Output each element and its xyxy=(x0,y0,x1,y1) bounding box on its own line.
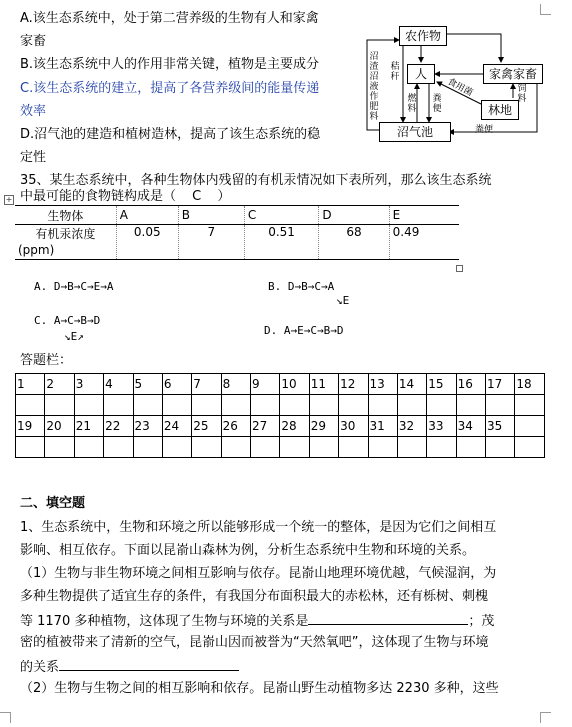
q35-prefix: 中最可能的食物链构成是（ xyxy=(20,189,177,204)
answer-number-cell: 17 xyxy=(486,374,515,395)
answer-number-cell xyxy=(515,416,545,437)
answer-number-cell: 4 xyxy=(104,374,133,395)
para2-line5 xyxy=(20,657,239,677)
answer-blank-cell[interactable] xyxy=(486,395,515,416)
answer-blank-cell[interactable] xyxy=(221,437,250,458)
q35-line1: 35、某生态系统中，各种生物体内残留的有机汞情况如下表所列，那么该生态系统 xyxy=(20,173,492,188)
answer-number-row xyxy=(16,416,545,437)
answer-number-cell: 13 xyxy=(368,374,397,395)
header-a: A xyxy=(116,206,178,225)
answer-blank-cell[interactable] xyxy=(339,437,368,458)
answer-blank-cell[interactable] xyxy=(16,437,45,458)
row-label-line1: 有机汞浓度 xyxy=(35,227,96,241)
label-feed: 饲料 xyxy=(517,84,527,104)
header-c: C xyxy=(244,206,319,225)
answer-number-cell: 19 xyxy=(16,416,45,437)
label-food-fungus: 食用菌 xyxy=(445,77,475,99)
answer-number-cell: 11 xyxy=(309,374,338,395)
answer-number-cell: 7 xyxy=(192,374,221,395)
answer-blank-cell[interactable] xyxy=(368,437,397,458)
answer-blank-cell[interactable] xyxy=(133,437,162,458)
para2-line3 xyxy=(20,611,494,631)
para3-line1: （2）生物与生物之间的相互影响和依存。昆嵛山野生动植物多达 2230 多种，这些 xyxy=(20,681,499,696)
answer-blank-cell[interactable] xyxy=(456,437,485,458)
answer-number-cell: 9 xyxy=(251,374,280,395)
answer-number-cell: 33 xyxy=(427,416,456,437)
value-c: 0.51 xyxy=(244,225,319,260)
label-fuel: 燃料 xyxy=(407,94,417,114)
option-d-line1: D.沼气池的建造和植树造林，提高了该生态系统的稳 xyxy=(20,127,321,142)
answer-blank-cell[interactable] xyxy=(74,437,103,458)
label-straw: 秸秆 xyxy=(390,62,400,82)
answer-blank-cell[interactable] xyxy=(162,437,191,458)
option-c-line1: C.该生态系统的建立，提高了各营养级间的能量传递 xyxy=(20,81,320,96)
para2-line1: （1）生物与非生物环境之间相互影响与依存。昆嵛山地理环境优越，气候湿润，为 xyxy=(20,566,497,581)
mercury-table xyxy=(15,205,459,260)
answer-number-cell: 26 xyxy=(221,416,250,437)
answer-blank-cell[interactable] xyxy=(16,395,45,416)
value-d: 68 xyxy=(319,225,389,260)
answer-blank-cell[interactable] xyxy=(192,437,221,458)
answer-number-cell: 30 xyxy=(339,416,368,437)
chain-option-d: D. A→E→C→B→D xyxy=(264,324,344,337)
answer-blank-cell[interactable] xyxy=(309,395,338,416)
crops-box: 农作物 xyxy=(399,26,447,46)
q35-line2 xyxy=(20,188,230,206)
header-e: E xyxy=(389,206,459,225)
answer-blank-row xyxy=(16,395,545,416)
chain-option-c-branch: ↘E↗ xyxy=(64,330,84,343)
para2-line3-text: 等 1170 多种植物，这体现了生物与环境的关系是 xyxy=(20,614,309,629)
answer-number-cell: 5 xyxy=(133,374,162,395)
chain-option-b: B. D→B→C→A xyxy=(268,280,335,293)
para1-line2: 影响、相互依存。下面以昆嵛山森林为例，分析生态系统中生物和环境的关系。 xyxy=(20,543,476,558)
answer-number-cell: 6 xyxy=(162,374,191,395)
answer-blank-cell[interactable] xyxy=(368,395,397,416)
answer-number-cell: 12 xyxy=(339,374,368,395)
para2-line2: 多种生物提供了适宜生存的条件，有我国分布面积最大的赤松林，还有栎树、刺槐 xyxy=(20,589,489,604)
answer-number-cell: 14 xyxy=(397,374,426,395)
answer-number-cell: 10 xyxy=(280,374,309,395)
mercury-table-row xyxy=(15,225,459,260)
answer-blank-cell[interactable] xyxy=(162,395,191,416)
human-box: 人 xyxy=(407,64,435,84)
answer-number-cell: 24 xyxy=(162,416,191,437)
answer-blank-cell[interactable] xyxy=(251,395,280,416)
corner-mark-bottom-left xyxy=(0,712,11,723)
answer-blank-cell[interactable] xyxy=(339,395,368,416)
answer-blank-2[interactable] xyxy=(59,657,239,671)
answer-blank-cell[interactable] xyxy=(456,395,485,416)
corner-mark-bottom-right xyxy=(540,712,551,723)
answer-blank-cell[interactable] xyxy=(427,437,456,458)
answer-number-row xyxy=(16,374,545,395)
answer-blank-cell[interactable] xyxy=(280,395,309,416)
answer-number-cell: 34 xyxy=(456,416,485,437)
answer-number-cell: 1 xyxy=(16,374,45,395)
chain-option-b-branch: ↘E xyxy=(336,294,350,307)
chain-option-c: C. A→C→B→D xyxy=(34,314,101,327)
answer-blank-cell[interactable] xyxy=(427,395,456,416)
answer-blank-cell[interactable] xyxy=(486,437,515,458)
answer-number-cell: 20 xyxy=(45,416,74,437)
answer-blank-cell[interactable] xyxy=(221,395,250,416)
answer-number-cell: 8 xyxy=(221,374,250,395)
answer-blank-cell[interactable] xyxy=(397,395,426,416)
option-a-line1: A.该生态系统中，处于第二营养级的生物有人和家禽 xyxy=(20,11,319,26)
answer-number-cell: 18 xyxy=(515,374,545,395)
answer-number-cell: 27 xyxy=(251,416,280,437)
answer-number-cell: 16 xyxy=(456,374,485,395)
answer-blank-cell[interactable] xyxy=(309,437,338,458)
answer-number-cell: 28 xyxy=(280,416,309,437)
header-d: D xyxy=(319,206,389,225)
option-c-line2: 效率 xyxy=(20,104,47,119)
answer-number-cell: 29 xyxy=(309,416,338,437)
answer-number-cell: 3 xyxy=(74,374,103,395)
section-heading: 二、填空题 xyxy=(20,496,86,511)
row-label xyxy=(15,225,116,260)
answer-number-cell: 25 xyxy=(192,416,221,437)
answer-blank-cell[interactable] xyxy=(45,437,74,458)
q35-answer: C xyxy=(192,189,202,204)
table-resize-handle[interactable] xyxy=(456,265,463,272)
para2-line3-end: ；茂 xyxy=(468,614,495,629)
answer-blank-row xyxy=(16,437,545,458)
answer-blank-cell[interactable] xyxy=(251,437,280,458)
option-a-line2: 家畜 xyxy=(20,34,47,49)
option-d-line2: 定性 xyxy=(20,150,47,165)
poultry-box: 家禽家畜 xyxy=(483,64,543,84)
ecosystem-diagram xyxy=(357,22,549,140)
answer-blank-cell[interactable] xyxy=(397,437,426,458)
corner-mark-top-right xyxy=(540,4,551,15)
answer-number-cell: 22 xyxy=(104,416,133,437)
answer-blank-cell[interactable] xyxy=(515,395,545,416)
answer-blank-1[interactable] xyxy=(308,611,468,625)
label-manure-poultry: 粪便 xyxy=(475,125,494,135)
answer-blank-cell[interactable] xyxy=(74,395,103,416)
chain-option-a: A. D→B→C→E→A xyxy=(34,280,114,293)
answer-blank-cell[interactable] xyxy=(280,437,309,458)
answer-number-cell: 2 xyxy=(45,374,74,395)
para2-line4: 密的植被带来了清新的空气，昆嵛山因而被誉为“天然氧吧”，这体现了生物与环境 xyxy=(20,635,489,650)
answer-blank-cell[interactable] xyxy=(104,437,133,458)
value-e: 0.49 xyxy=(389,225,459,260)
answer-number-cell: 32 xyxy=(397,416,426,437)
row-label-line2: (ppm) xyxy=(18,243,55,257)
answer-number-cell: 23 xyxy=(133,416,162,437)
value-b: 7 xyxy=(178,225,244,260)
answer-number-cell: 15 xyxy=(427,374,456,395)
answer-blank-cell[interactable] xyxy=(45,395,74,416)
mercury-table-header xyxy=(15,206,459,225)
biogas-box: 沼气池 xyxy=(379,122,451,142)
answer-table xyxy=(15,373,545,458)
para1-line1: 1、生态系统中，生物和环境之所以能够形成一个统一的整体，是因为它们之间相互 xyxy=(20,520,497,535)
answer-number-cell: 35 xyxy=(486,416,515,437)
q35-suffix: ） xyxy=(217,189,231,204)
answer-number-cell: 31 xyxy=(368,416,397,437)
answer-blank-cell[interactable] xyxy=(104,395,133,416)
answer-blank-cell[interactable] xyxy=(192,395,221,416)
label-manure-human: 粪便 xyxy=(432,94,442,114)
forest-box: 林地 xyxy=(481,100,519,120)
answer-blank-cell[interactable] xyxy=(133,395,162,416)
table-move-handle-icon[interactable]: + xyxy=(5,195,13,204)
option-b-line1: B.该生态系统中人的作用非常关键，植物是主要成分 xyxy=(20,57,320,72)
value-a: 0.05 xyxy=(116,225,178,260)
header-b: B xyxy=(178,206,244,225)
answer-number-cell: 21 xyxy=(74,416,103,437)
header-organism: 生物体 xyxy=(15,206,116,225)
label-fertilizer: 沼渣沼液作肥料 xyxy=(369,52,379,122)
answer-sheet-label: 答题栏： xyxy=(20,353,73,368)
para2-line5-text: 的关系 xyxy=(20,660,60,675)
answer-blank-cell[interactable] xyxy=(515,437,545,458)
